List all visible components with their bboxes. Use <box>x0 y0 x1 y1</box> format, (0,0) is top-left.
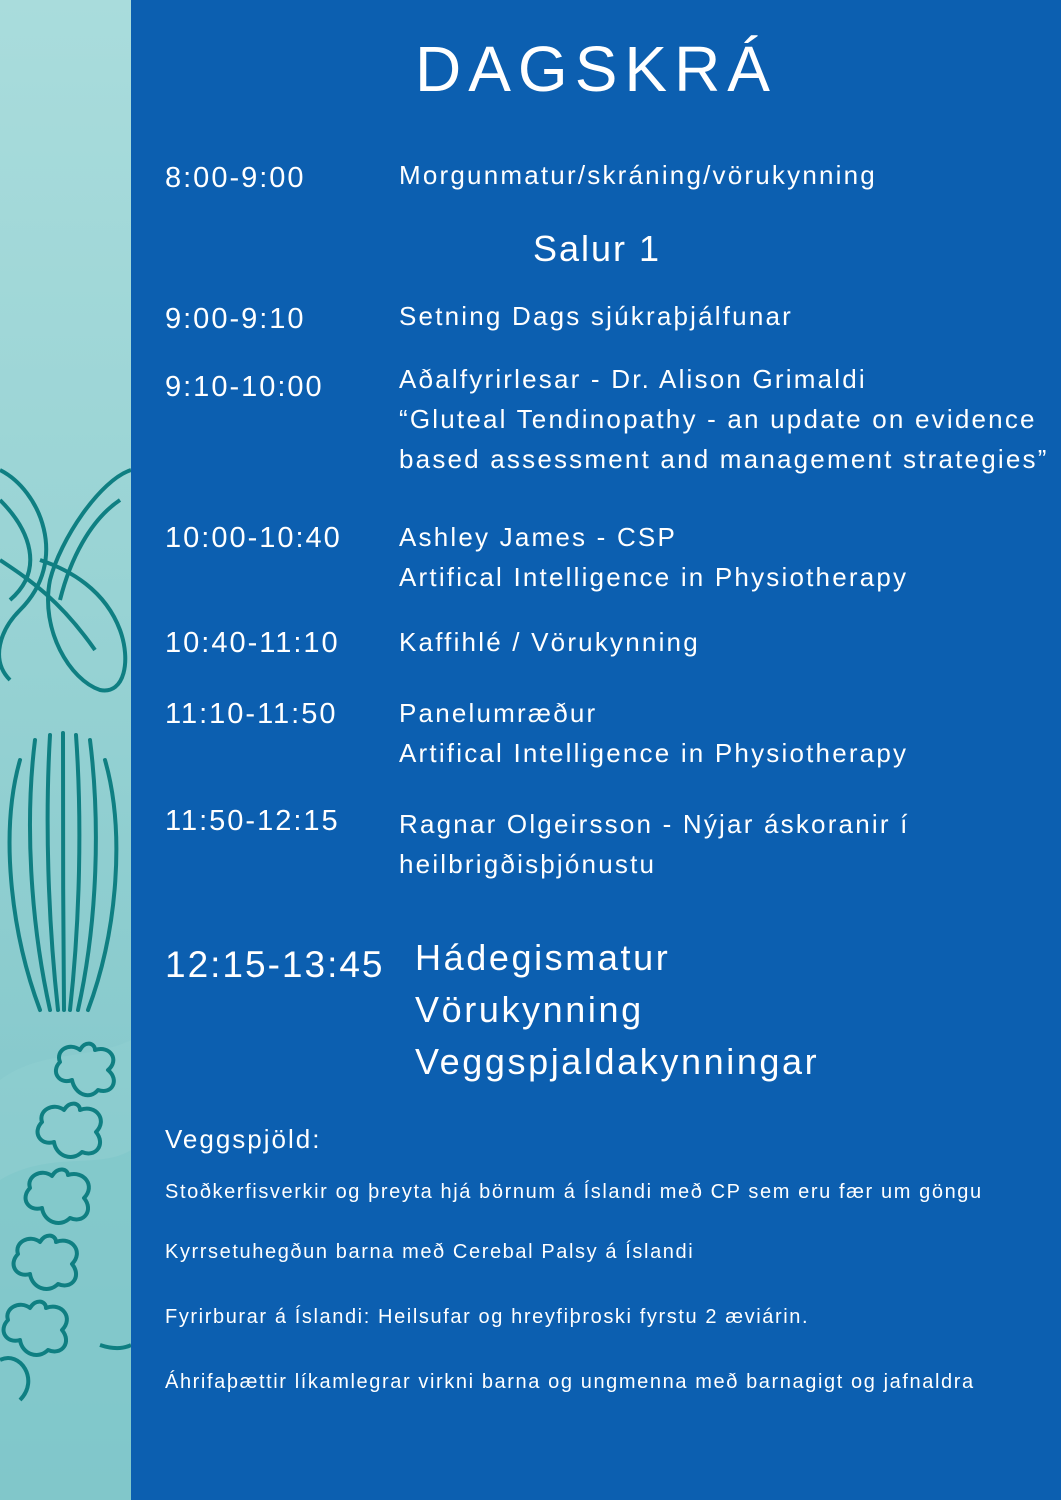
schedule-time: 11:10-11:50 <box>165 698 338 730</box>
lunch-description <box>415 932 819 1088</box>
schedule-description <box>399 622 700 662</box>
schedule-description <box>399 155 877 195</box>
hall-heading: Salur 1 <box>533 228 662 269</box>
schedule-time: 9:10-10:00 <box>165 371 324 403</box>
schedule-line: Ashley James - CSP <box>399 522 678 552</box>
schedule-line: Artifical Intelligence in Physiotherapy <box>399 562 909 592</box>
lunch-line: Hádegismatur <box>415 937 671 978</box>
schedule-line: Panelumræður <box>399 698 598 728</box>
lunch-line: Vörukynning <box>415 989 644 1030</box>
schedule-line: based assessment and management strategies” <box>399 444 1049 474</box>
schedule-line: heilbrigðisþjónustu <box>399 849 657 879</box>
schedule-description <box>399 296 793 336</box>
muscle-illustration-icon <box>10 733 117 1010</box>
poster-item: Kyrrsetuhegðun barna með Cerebal Palsy á Íslandi <box>165 1241 695 1263</box>
schedule-line: Setning Dags sjúkraþjálfunar <box>399 301 794 331</box>
lunch-time: 12:15-13:45 <box>165 944 385 985</box>
schedule-description <box>399 517 908 597</box>
schedule-time: 11:50-12:15 <box>165 805 340 837</box>
poster-item: Áhrifaþættir líkamlegrar virkni barna og ungmenna með barnagigt og jafnaldra <box>165 1371 975 1393</box>
schedule-line: Kaffihlé / Vörukynning <box>399 627 700 657</box>
schedule-line: Aðalfyrirlesar - Dr. Alison Grimaldi <box>399 364 867 394</box>
schedule-time: 10:00-10:40 <box>165 522 342 554</box>
schedule-line: “Gluteal Tendinopathy - an update on evidence <box>399 404 1037 434</box>
lunch-line: Veggspjaldakynningar <box>415 1041 820 1082</box>
page-title: DAGSKRÁ <box>415 33 777 105</box>
poster-item: Stoðkerfisverkir og þreyta hjá börnum á Íslandi með CP sem eru fær um göngu <box>165 1181 983 1203</box>
schedule-time: 8:00-9:00 <box>165 162 306 194</box>
schedule-time: 10:40-11:10 <box>165 627 340 659</box>
tendon-illustration-icon <box>0 470 131 690</box>
anatomy-illustration <box>0 0 131 1500</box>
poster-item: Fyrirburar á Íslandi: Heilsufar og hreyfiþroski fyrstu 2 æviárin. <box>165 1306 810 1328</box>
decorative-sidebar <box>0 0 131 1500</box>
posters-heading: Veggspjöld: <box>165 1124 322 1154</box>
schedule-time: 9:00-9:10 <box>165 303 306 335</box>
schedule-line: Morgunmatur/skráning/vörukynning <box>399 160 877 190</box>
schedule-description <box>399 693 908 773</box>
schedule-line: Artifical Intelligence in Physiotherapy <box>399 738 909 768</box>
schedule-line: Ragnar Olgeirsson - Nýjar áskoranir í <box>399 809 910 839</box>
schedule-description <box>399 804 910 884</box>
schedule-description <box>399 359 1049 479</box>
